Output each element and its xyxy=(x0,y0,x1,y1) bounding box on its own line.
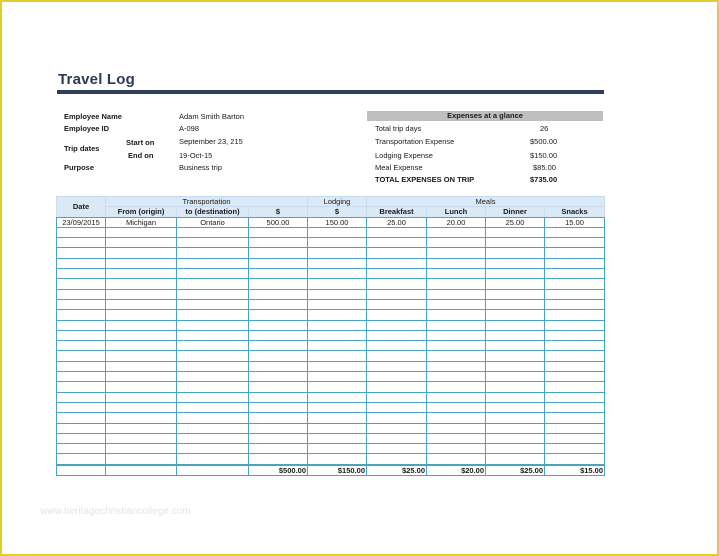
table-cell[interactable] xyxy=(57,258,106,268)
table-cell[interactable] xyxy=(106,423,177,433)
glance-header: Expenses at a glance xyxy=(367,111,603,121)
table-cell[interactable] xyxy=(308,402,367,412)
table-cell[interactable] xyxy=(427,289,486,299)
table-cell[interactable] xyxy=(249,269,308,279)
table-cell[interactable] xyxy=(57,269,106,279)
dinner-header: Dinner xyxy=(486,207,545,217)
table-cell[interactable] xyxy=(308,320,367,330)
table-cell[interactable] xyxy=(308,258,367,268)
table-cell[interactable] xyxy=(249,382,308,392)
table-cell[interactable] xyxy=(308,279,367,289)
employee-id-label: Employee ID xyxy=(64,124,110,133)
table-row xyxy=(57,217,605,227)
table-cell[interactable] xyxy=(177,279,249,289)
travel-log-table xyxy=(56,196,605,476)
total-to-cell xyxy=(177,465,249,476)
table-cell[interactable] xyxy=(427,341,486,351)
table-cell[interactable] xyxy=(545,423,605,433)
table-cell[interactable] xyxy=(177,402,249,412)
table-cell[interactable] xyxy=(486,310,545,320)
table-cell[interactable] xyxy=(249,299,308,309)
glance-label-total: TOTAL EXPENSES ON TRIP xyxy=(375,175,475,184)
table-row xyxy=(57,361,605,371)
table-cell[interactable] xyxy=(177,392,249,402)
table-cell[interactable] xyxy=(427,227,486,237)
row-breakfast[interactable]: 25.00 xyxy=(367,217,427,227)
table-cell[interactable] xyxy=(545,279,605,289)
lodging-amount-header: $ xyxy=(308,207,367,217)
table-cell[interactable] xyxy=(367,402,427,412)
table-cell[interactable] xyxy=(427,413,486,423)
table-cell[interactable] xyxy=(177,258,249,268)
table-cell[interactable] xyxy=(57,402,106,412)
row-lodging[interactable]: 150.00 xyxy=(308,217,367,227)
table-cell[interactable] xyxy=(367,330,427,340)
table-cell[interactable] xyxy=(308,444,367,454)
table-cell[interactable] xyxy=(57,238,106,248)
table-cell[interactable] xyxy=(486,289,545,299)
lunch-header: Lunch xyxy=(427,207,486,217)
table-cell[interactable] xyxy=(308,310,367,320)
start-on-value: September 23, 215 xyxy=(179,137,243,146)
table-cell[interactable] xyxy=(308,454,367,465)
table-cell[interactable] xyxy=(106,372,177,382)
table-cell[interactable] xyxy=(308,423,367,433)
row-transport[interactable]: 500.00 xyxy=(249,217,308,227)
table-cell[interactable] xyxy=(106,402,177,412)
table-cell[interactable] xyxy=(367,227,427,237)
table-cell[interactable] xyxy=(177,238,249,248)
table-cell[interactable] xyxy=(545,330,605,340)
table-cell[interactable] xyxy=(106,361,177,371)
table-row xyxy=(57,227,605,237)
table-cell[interactable] xyxy=(486,454,545,465)
glance-label-transport: Transportation Expense xyxy=(375,137,455,146)
table-cell[interactable] xyxy=(367,413,427,423)
table-cell[interactable] xyxy=(486,382,545,392)
table-cell[interactable] xyxy=(249,330,308,340)
table-cell[interactable] xyxy=(308,238,367,248)
table-cell[interactable] xyxy=(308,248,367,258)
table-cell[interactable] xyxy=(177,299,249,309)
table-cell[interactable] xyxy=(367,454,427,465)
table-cell[interactable] xyxy=(486,227,545,237)
table-cell[interactable] xyxy=(308,227,367,237)
table-row xyxy=(57,310,605,320)
table-cell[interactable] xyxy=(367,341,427,351)
table-row xyxy=(57,341,605,351)
table-cell[interactable] xyxy=(545,361,605,371)
table-cell[interactable] xyxy=(486,248,545,258)
total-snacks: $15.00 xyxy=(545,465,605,476)
table-cell[interactable] xyxy=(545,227,605,237)
table-cell[interactable] xyxy=(249,310,308,320)
table-cell[interactable] xyxy=(308,289,367,299)
row-dinner[interactable]: 25.00 xyxy=(486,217,545,227)
table-cell[interactable] xyxy=(367,310,427,320)
table-cell[interactable] xyxy=(427,248,486,258)
table-cell[interactable] xyxy=(177,248,249,258)
table-cell[interactable] xyxy=(249,238,308,248)
total-lunch: $20.00 xyxy=(427,465,486,476)
table-row xyxy=(57,258,605,268)
employee-name-value: Adam Smith Barton xyxy=(179,112,245,121)
table-cell[interactable] xyxy=(308,361,367,371)
glance-label-meal: Meal Expense xyxy=(375,163,423,172)
table-cell[interactable] xyxy=(57,454,106,465)
table-cell[interactable] xyxy=(486,269,545,279)
table-cell[interactable] xyxy=(57,413,106,423)
table-row xyxy=(57,454,605,465)
table-cell[interactable] xyxy=(427,279,486,289)
table-cell[interactable] xyxy=(57,351,106,361)
table-cell[interactable] xyxy=(57,279,106,289)
table-cell[interactable] xyxy=(177,269,249,279)
table-cell[interactable] xyxy=(249,227,308,237)
table-cell[interactable] xyxy=(486,413,545,423)
table-cell[interactable] xyxy=(545,341,605,351)
table-cell[interactable] xyxy=(427,361,486,371)
table-cell[interactable] xyxy=(486,433,545,443)
table-row xyxy=(57,299,605,309)
table-cell[interactable] xyxy=(427,392,486,402)
table-cell[interactable] xyxy=(427,402,486,412)
table-cell[interactable] xyxy=(545,392,605,402)
table-row xyxy=(57,433,605,443)
table-cell[interactable] xyxy=(367,444,427,454)
table-cell[interactable] xyxy=(427,320,486,330)
row-from[interactable]: Michigan xyxy=(106,217,177,227)
table-cell[interactable] xyxy=(486,330,545,340)
table-cell[interactable] xyxy=(427,423,486,433)
table-cell[interactable] xyxy=(57,310,106,320)
table-cell[interactable] xyxy=(308,433,367,443)
table-cell[interactable] xyxy=(486,320,545,330)
trip-dates-label: Trip dates xyxy=(64,144,100,153)
table-cell[interactable] xyxy=(106,444,177,454)
table-cell[interactable] xyxy=(177,227,249,237)
table-cell[interactable] xyxy=(57,361,106,371)
table-cell[interactable] xyxy=(177,361,249,371)
table-cell[interactable] xyxy=(427,258,486,268)
table-cell[interactable] xyxy=(308,330,367,340)
table-row xyxy=(57,279,605,289)
table-cell[interactable] xyxy=(367,279,427,289)
table-cell[interactable] xyxy=(486,402,545,412)
table-cell[interactable] xyxy=(486,392,545,402)
glance-label-lodging: Lodging Expense xyxy=(375,151,433,160)
table-cell[interactable] xyxy=(106,299,177,309)
glance-value-meal: $85.00 xyxy=(533,163,556,172)
table-cell[interactable] xyxy=(57,444,106,454)
table-cell[interactable] xyxy=(486,258,545,268)
from-header: From (origin) xyxy=(106,207,177,217)
table-cell[interactable] xyxy=(545,299,605,309)
table-cell[interactable] xyxy=(427,433,486,443)
table-cell[interactable] xyxy=(57,248,106,258)
table-cell[interactable] xyxy=(308,382,367,392)
table-cell[interactable] xyxy=(427,382,486,392)
employee-id-value: A-098 xyxy=(179,124,200,133)
table-cell[interactable] xyxy=(106,310,177,320)
table-cell[interactable] xyxy=(545,258,605,268)
table-cell[interactable] xyxy=(177,320,249,330)
table-cell[interactable] xyxy=(486,279,545,289)
table-cell[interactable] xyxy=(486,423,545,433)
table-cell[interactable] xyxy=(177,454,249,465)
row-snacks[interactable]: 15.00 xyxy=(545,217,605,227)
table-cell[interactable] xyxy=(367,289,427,299)
table-cell[interactable] xyxy=(486,361,545,371)
table-cell[interactable] xyxy=(486,299,545,309)
table-cell[interactable] xyxy=(545,444,605,454)
glance-value-days: 26 xyxy=(540,124,549,133)
table-row xyxy=(57,269,605,279)
table-cell[interactable] xyxy=(249,372,308,382)
table-cell[interactable] xyxy=(106,258,177,268)
table-cell[interactable] xyxy=(427,372,486,382)
table-cell[interactable] xyxy=(367,299,427,309)
total-dinner: $25.00 xyxy=(486,465,545,476)
table-cell[interactable] xyxy=(545,269,605,279)
table-cell[interactable] xyxy=(308,269,367,279)
table-cell[interactable] xyxy=(177,330,249,340)
end-on-label: End on xyxy=(128,151,154,160)
table-cell[interactable] xyxy=(486,372,545,382)
empty-rows xyxy=(57,227,605,464)
table-cell[interactable] xyxy=(106,269,177,279)
table-cell[interactable] xyxy=(249,392,308,402)
table-row xyxy=(57,402,605,412)
table-cell[interactable] xyxy=(545,433,605,443)
table-cell[interactable] xyxy=(106,289,177,299)
table-cell[interactable] xyxy=(308,372,367,382)
table-cell[interactable] xyxy=(249,433,308,443)
table-cell[interactable] xyxy=(427,299,486,309)
table-row xyxy=(57,392,605,402)
table-cell[interactable] xyxy=(367,392,427,402)
table-cell[interactable] xyxy=(106,330,177,340)
glance-value-total: $735.00 xyxy=(530,175,558,184)
table-cell[interactable] xyxy=(367,351,427,361)
table-cell[interactable] xyxy=(57,330,106,340)
table-cell[interactable] xyxy=(106,413,177,423)
table-cell[interactable] xyxy=(545,320,605,330)
glance-label-days: Total trip days xyxy=(375,124,422,133)
table-cell[interactable] xyxy=(367,382,427,392)
row-to[interactable]: Ontario xyxy=(177,217,249,227)
table-cell[interactable] xyxy=(249,423,308,433)
table-cell[interactable] xyxy=(249,258,308,268)
table-row xyxy=(57,382,605,392)
table-cell[interactable] xyxy=(427,238,486,248)
table-cell[interactable] xyxy=(545,382,605,392)
table-cell[interactable] xyxy=(106,320,177,330)
meals-group-header: Meals xyxy=(367,197,605,207)
table-cell[interactable] xyxy=(57,392,106,402)
table-cell[interactable] xyxy=(545,413,605,423)
table-cell[interactable] xyxy=(106,392,177,402)
date-header: Date xyxy=(57,197,106,218)
table-cell[interactable] xyxy=(308,392,367,402)
table-cell[interactable] xyxy=(177,372,249,382)
table-cell[interactable] xyxy=(308,413,367,423)
table-cell[interactable] xyxy=(545,289,605,299)
total-transport: $500.00 xyxy=(249,465,308,476)
table-cell[interactable] xyxy=(545,248,605,258)
table-cell[interactable] xyxy=(545,372,605,382)
table-cell[interactable] xyxy=(249,361,308,371)
table-row xyxy=(57,330,605,340)
employee-name-label: Employee Name xyxy=(64,112,122,121)
table-cell[interactable] xyxy=(57,423,106,433)
table-cell[interactable] xyxy=(367,258,427,268)
table-row xyxy=(57,320,605,330)
table-cell[interactable] xyxy=(177,423,249,433)
table-cell[interactable] xyxy=(249,320,308,330)
table-cell[interactable] xyxy=(308,299,367,309)
table-cell[interactable] xyxy=(545,402,605,412)
table-cell[interactable] xyxy=(106,238,177,248)
transportation-group-header: Transportation xyxy=(106,197,308,207)
total-date-cell xyxy=(57,465,106,476)
table-cell[interactable] xyxy=(249,444,308,454)
end-on-value: 19-Oct-15 xyxy=(179,151,213,160)
total-lodging: $150.00 xyxy=(308,465,367,476)
purpose-label: Purpose xyxy=(64,163,95,172)
table-cell[interactable] xyxy=(486,444,545,454)
table-sub-header xyxy=(57,207,605,217)
table-cell[interactable] xyxy=(367,269,427,279)
total-breakfast: $25.00 xyxy=(367,465,427,476)
table-cell[interactable] xyxy=(249,351,308,361)
table-cell[interactable] xyxy=(308,341,367,351)
table-cell[interactable] xyxy=(427,444,486,454)
snacks-header: Snacks xyxy=(545,207,605,217)
table-cell[interactable] xyxy=(106,227,177,237)
breakfast-header: Breakfast xyxy=(367,207,427,217)
totals-row xyxy=(57,465,605,476)
table-row xyxy=(57,423,605,433)
table-cell[interactable] xyxy=(427,351,486,361)
lodging-group-header: Lodging xyxy=(308,197,367,207)
table-cell[interactable] xyxy=(249,289,308,299)
table-row xyxy=(57,444,605,454)
to-header: to (destination) xyxy=(177,207,249,217)
table-cell[interactable] xyxy=(545,454,605,465)
table-cell[interactable] xyxy=(427,454,486,465)
table-cell[interactable] xyxy=(177,289,249,299)
table-cell[interactable] xyxy=(249,413,308,423)
table-cell[interactable] xyxy=(367,423,427,433)
table-cell[interactable] xyxy=(106,351,177,361)
table-cell[interactable] xyxy=(57,227,106,237)
table-cell[interactable] xyxy=(106,279,177,289)
table-cell[interactable] xyxy=(545,310,605,320)
start-on-label: Start on xyxy=(126,138,155,147)
table-cell[interactable] xyxy=(57,382,106,392)
table-cell[interactable] xyxy=(177,310,249,320)
table-cell[interactable] xyxy=(57,433,106,443)
table-cell[interactable] xyxy=(545,238,605,248)
table-cell[interactable] xyxy=(367,433,427,443)
transport-amount-header: $ xyxy=(249,207,308,217)
table-cell[interactable] xyxy=(249,248,308,258)
glance-value-lodging: $150.00 xyxy=(530,151,558,160)
table-cell[interactable] xyxy=(106,248,177,258)
table-cell[interactable] xyxy=(177,433,249,443)
table-row xyxy=(57,413,605,423)
page-title: Travel Log xyxy=(58,71,136,88)
table-row xyxy=(57,372,605,382)
table-cell[interactable] xyxy=(106,454,177,465)
table-cell[interactable] xyxy=(308,351,367,361)
table-row xyxy=(57,289,605,299)
table-cell[interactable] xyxy=(177,351,249,361)
table-cell[interactable] xyxy=(486,238,545,248)
table-cell[interactable] xyxy=(106,341,177,351)
table-cell[interactable] xyxy=(177,341,249,351)
table-cell[interactable] xyxy=(106,382,177,392)
table-cell[interactable] xyxy=(427,310,486,320)
table-cell[interactable] xyxy=(249,341,308,351)
table-cell[interactable] xyxy=(249,454,308,465)
table-cell[interactable] xyxy=(367,248,427,258)
table-cell[interactable] xyxy=(177,413,249,423)
row-lunch[interactable]: 20.00 xyxy=(427,217,486,227)
watermark: www.heritagechristiancollege.com xyxy=(40,506,191,517)
glance-value-transport: $500.00 xyxy=(530,137,558,146)
title-divider xyxy=(57,90,604,94)
table-cell[interactable] xyxy=(57,299,106,309)
table-cell[interactable] xyxy=(427,330,486,340)
table-cell[interactable] xyxy=(486,351,545,361)
table-cell[interactable] xyxy=(57,341,106,351)
table-cell[interactable] xyxy=(367,238,427,248)
total-from-cell xyxy=(106,465,177,476)
table-cell[interactable] xyxy=(367,372,427,382)
table-cell[interactable] xyxy=(249,279,308,289)
table-cell[interactable] xyxy=(486,341,545,351)
table-cell[interactable] xyxy=(57,289,106,299)
table-cell[interactable] xyxy=(249,402,308,412)
table-cell[interactable] xyxy=(177,444,249,454)
table-cell[interactable] xyxy=(57,372,106,382)
table-cell[interactable] xyxy=(367,320,427,330)
table-cell[interactable] xyxy=(106,433,177,443)
table-row xyxy=(57,351,605,361)
table-cell[interactable] xyxy=(545,351,605,361)
table-row xyxy=(57,248,605,258)
table-group-header xyxy=(57,197,605,207)
table-cell[interactable] xyxy=(367,361,427,371)
row-date[interactable]: 23/09/2015 xyxy=(57,217,106,227)
table-cell[interactable] xyxy=(177,382,249,392)
table-cell[interactable] xyxy=(427,269,486,279)
purpose-value: Business trip xyxy=(179,163,222,172)
table-row xyxy=(57,238,605,248)
table-cell[interactable] xyxy=(57,320,106,330)
